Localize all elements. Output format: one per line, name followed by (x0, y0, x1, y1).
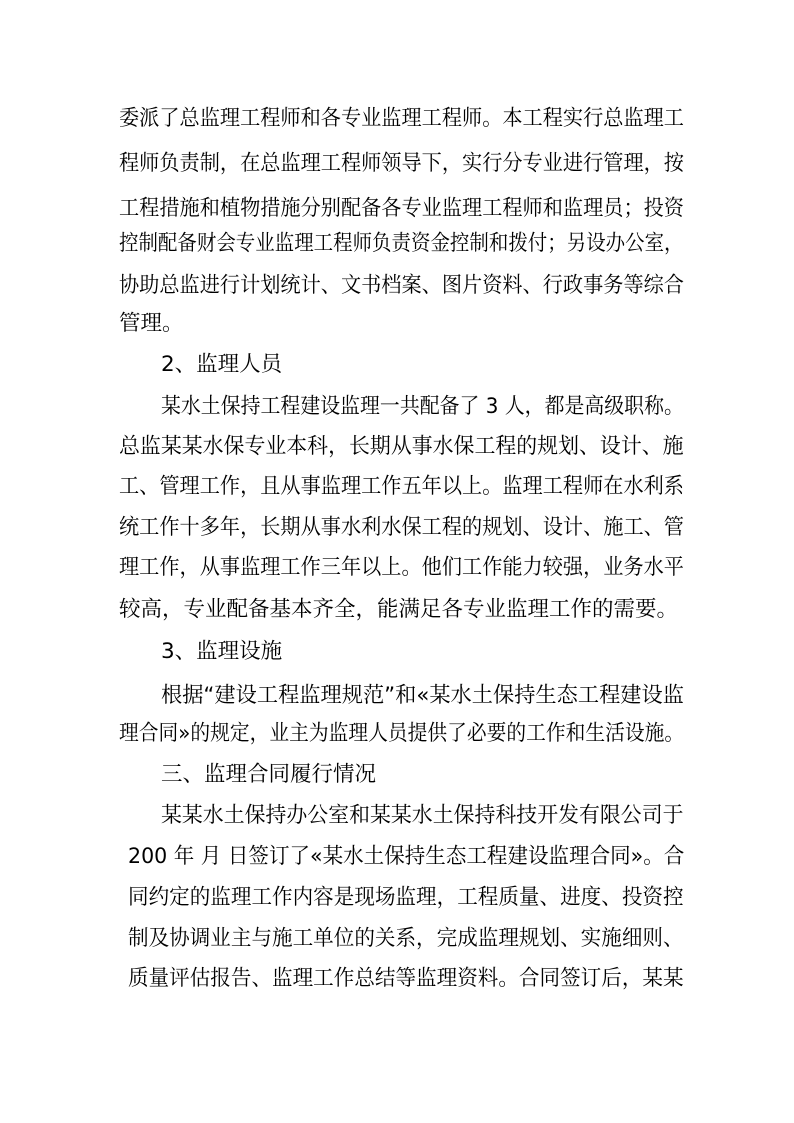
section-heading: 2、监理人员 (161, 352, 283, 377)
text-line: 某某水土保持办公室和某某水土保持科技开发有限公司于 (161, 803, 684, 828)
text-line: 较高，专业配备基本齐全，能满足各专业监理工作的需要。 (119, 597, 679, 622)
section-heading: 3、监理设施 (161, 639, 283, 664)
text-line: 工程措施和植物措施分别配备各专业监理工程师和监理员；投资 (119, 196, 684, 221)
text-line: 根据“建设工程监理规范”和«某水土保持生态工程建设监 (161, 683, 684, 708)
section-heading: 三、监理合同履行情况 (161, 762, 377, 787)
text-line: 总监某某水保专业本科，长期从事水保工程的规划、设计、施 (119, 434, 684, 459)
text-line: 控制配备财会专业监理工程师负责资金控制和拨付；另设办公室， (119, 231, 684, 256)
text-line: 程师负责制，在总监理工程师领导下，实行分专业进行管理，按 (119, 151, 684, 176)
text-line: 理工作，从事监理工作三年以上。他们工作能力较强，业务水平 (119, 555, 684, 580)
text-line: 制及协调业主与施工单位的关系，完成监理规划、实施细则、 (128, 926, 684, 951)
text-line: 同约定的监理工作内容是现场监理，工程质量、进度、投资控 (128, 885, 684, 910)
text-line: 协助总监进行计划统计、文书档案、图片资料、行政事务等综合 (119, 273, 684, 298)
text-line: 理合同»的规定，业主为监理人员提供了必要的工作和生活设施。 (119, 721, 685, 746)
text-line: 200 年 月 日签订了«某水土保持生态工程建设监理合同»。合 (128, 844, 685, 869)
text-line: 统工作十多年，长期从事水利水保工程的规划、设计、施工、管 (119, 515, 684, 540)
text-line: 委派了总监理工程师和各专业监理工程师。本工程实行总监理工 (119, 106, 684, 131)
text-line: 工、管理工作，且从事监理工作五年以上。监理工程师在水利系 (119, 474, 684, 499)
text-line: 某水土保持工程建设监理一共配备了 3 人，都是高级职称。 (161, 394, 684, 419)
text-line: 质量评估报告、监理工作总结等监理资料。合同签订后，某某 (128, 966, 684, 991)
text-line: 管理。 (119, 311, 184, 336)
